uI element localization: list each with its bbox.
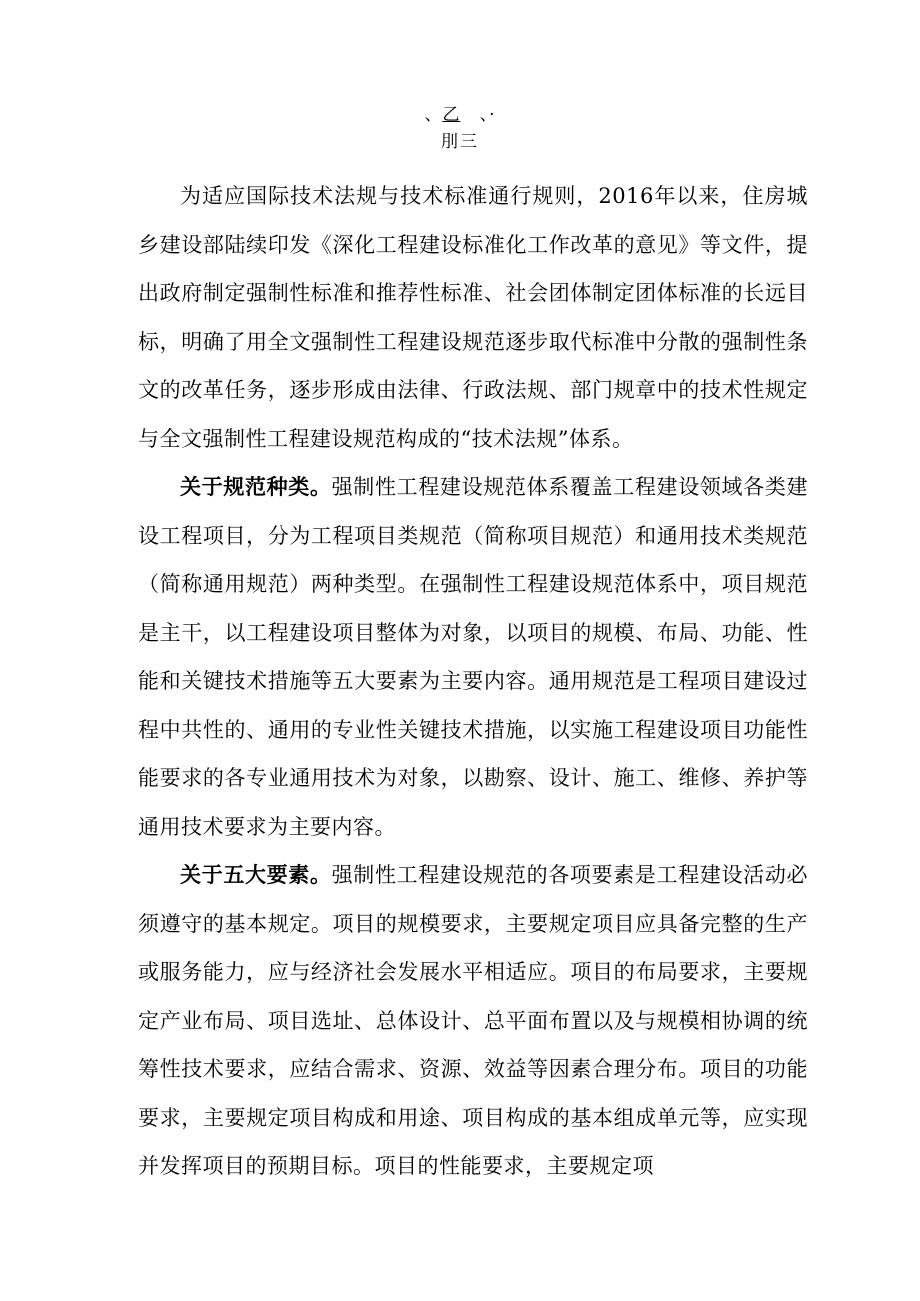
header-mark-left: 、 [424, 105, 443, 125]
page-title: 刖三 [441, 132, 479, 152]
paragraph-lead: 关于规范种类。 [180, 475, 332, 499]
document-body [138, 172, 808, 1191]
paragraph-five-elements [138, 851, 808, 1191]
paragraph-text: 强制性工程建设规范的各项要素是工程建设活动必须遵守的基本规定。项目的规模要求，主要规定项目应具备完整的生产或服务能力，应与经济社会发展水平相适应。项目的布局要求，主要规定产业布局、项目选址、总体设计、总平面布置以及与规模相协调的统筹性技术要求，应结合需求、资源、效益等因素合理分布。项目的功能要求，主要规定项目构成和用途、项目构成的基本组成单元等，应实现并发挥项目的预期目标。项目的性能要求，主要规定项 [138, 863, 808, 1178]
paragraph-intro [138, 172, 808, 463]
paragraph-text: 为适应国际技术法规与技术标准通行规则，2016年以来，住房城乡建设部陆续印发《深化工程建设标准化工作改革的意见》等文件，提出政府制定强制性标准和推荐性标准、社会团体制定团体标准的长远目标，明确了用全文强制性工程建设规范逐步取代标准中分散的强制性条文的改革任务，逐步形成由法律、行政法规、部门规章中的技术性规定与全文强制性工程建设规范构成的“技术法规”体系。 [138, 184, 808, 451]
paragraph-lead: 关于五大要素。 [180, 863, 332, 887]
paragraph-spec-types [138, 463, 808, 851]
header-mark-underlined: 乙 [442, 105, 461, 125]
paragraph-text: 强制性工程建设规范体系覆盖工程建设领域各类建设工程项目，分为工程项目类规范（简称项目规范）和通用技术类规范（简称通用规范）两种类型。在强制性工程建设规范体系中，项目规范是主干，以工程建设项目整体为对象，以项目的规模、布局、功能、性能和关键技术措施等五大要素为主要内容。通用规范是工程项目建设过程中共性的、通用的专业性关键技术措施，以实施工程建设项目功能性能要求的各专业通用技术为对象，以勘察、设计、施工、维修、养护等通用技术要求为主要内容。 [138, 475, 808, 839]
header-mark-right: 、· [479, 105, 496, 125]
header-marks [0, 104, 920, 126]
